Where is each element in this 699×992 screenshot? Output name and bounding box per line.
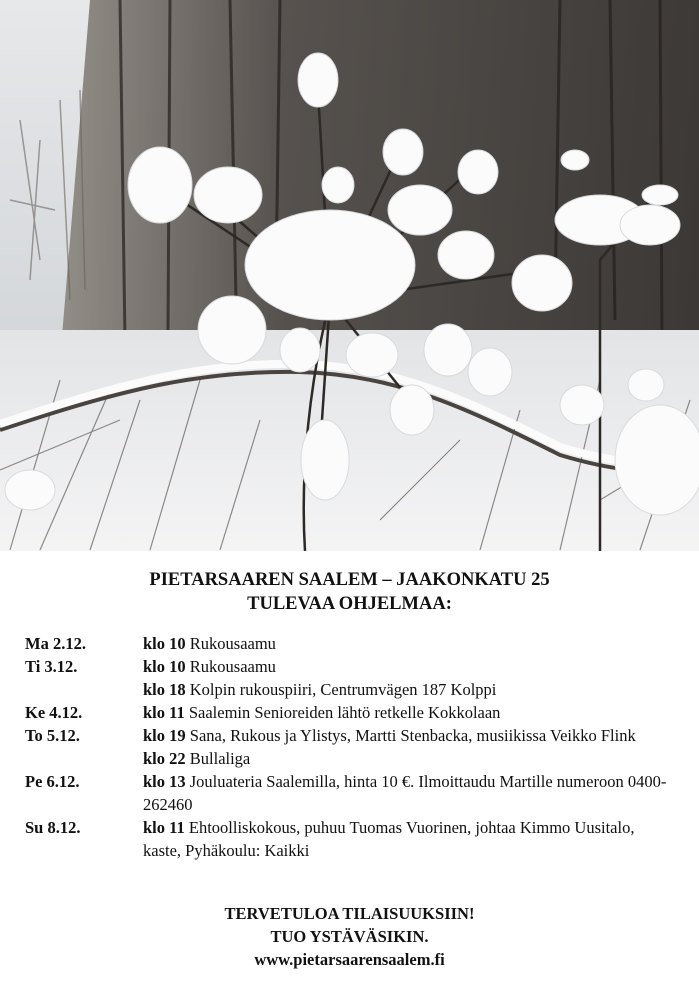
schedule-description: Jouluateria Saalemilla, hinta 10 €. Ilmoittaudu Martille numeroon 0400-262460 [143,772,667,814]
schedule-time: klo 19 [143,726,186,745]
schedule-description: Bullaliga [189,749,251,768]
schedule-description: Kolpin rukouspiiri, Centrumvägen 187 Kolppi [189,680,497,699]
schedule-description: Ehtoolliskokous, puhuu Tuomas Vuorinen, johtaa Kimmo Uusitalo, kaste, Pyhäkoulu: Kaikki [143,818,635,860]
schedule-row [25,770,675,816]
schedule-row [25,747,675,770]
schedule-day: Su 8.12. [25,818,81,837]
schedule-description: Saalemin Senioreiden lähtö retkelle Kokkolaan [188,703,501,722]
event-heading [0,568,699,616]
schedule-description: Rukousaamu [189,657,276,676]
schedule-day: Ti 3.12. [25,657,78,676]
schedule-time: klo 11 [143,818,185,837]
schedule-day: Ke 4.12. [25,703,83,722]
schedule-time: klo 18 [143,680,186,699]
schedule-description: Sana, Rukous ja Ylistys, Martti Stenbacka, musiikissa Veikko Flink [189,726,636,745]
footer [0,902,699,971]
schedule-time: klo 11 [143,703,185,722]
schedule-row [25,724,675,747]
schedule-row [25,632,675,655]
welcome-text: TERVETULOA TILAISUUKSIIN! [224,904,475,923]
schedule-time: klo 10 [143,634,186,653]
church-name-address: PIETARSAAREN SAALEM – JAAKONKATU 25 [149,570,550,590]
schedule-day: Ma 2.12. [25,634,86,653]
website-link[interactable]: www.pietarsaarensaalem.fi [254,950,445,969]
schedule-row [25,678,675,701]
upcoming-program-title: TULEVAA OHJELMAA: [247,594,452,614]
schedule-row [25,655,675,678]
schedule-day [25,747,143,770]
schedule-row [25,701,675,724]
schedule-day: To 5.12. [25,726,80,745]
schedule-day: Pe 6.12. [25,772,80,791]
schedule-time: klo 10 [143,657,186,676]
schedule-description: Rukousaamu [189,634,276,653]
schedule-time: klo 13 [143,772,186,791]
schedule-time: klo 22 [143,749,186,768]
schedule-row [25,816,675,862]
program-schedule [25,632,675,862]
bring-friends-text: TUO YSTÄVÄSIKIN. [270,927,429,946]
schedule-day [25,678,143,701]
